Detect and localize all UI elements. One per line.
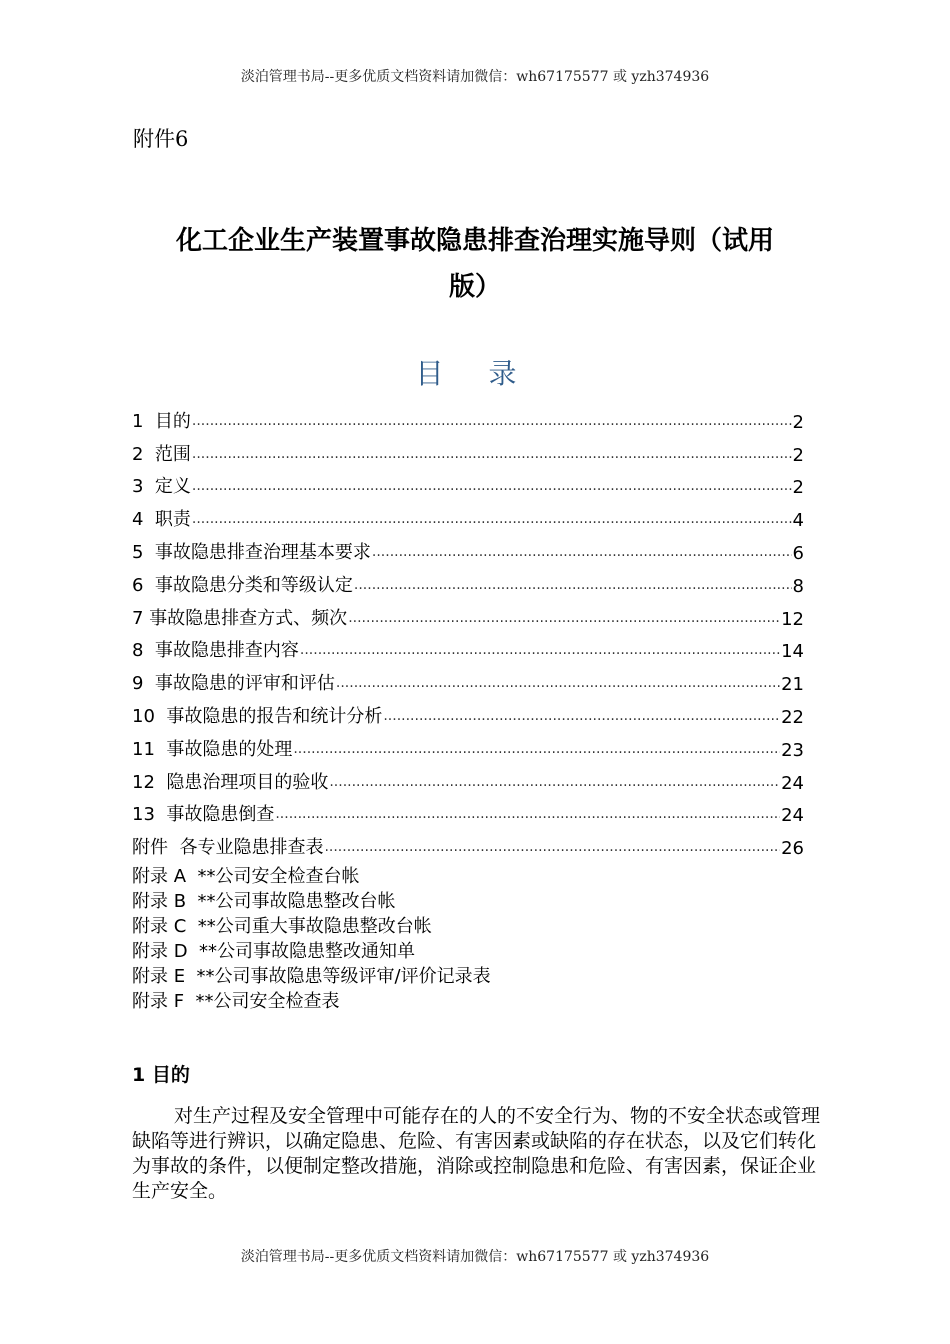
- toc-entry-page: 21: [781, 674, 804, 696]
- toc-entry-page: 8: [792, 575, 804, 597]
- appendix-item: 附录 F **公司安全检查表: [132, 991, 340, 1012]
- toc-entry-label: 10 事故隐患的报告和统计分析: [132, 705, 383, 727]
- toc-leader-dots: [192, 476, 792, 496]
- toc-entry-page: 22: [781, 706, 804, 728]
- toc-leader-dots: [192, 509, 792, 529]
- appendix-list: [132, 864, 491, 1014]
- toc-leader-dots: [300, 640, 780, 660]
- toc-entry[interactable]: [132, 498, 804, 531]
- toc-entry-label: 2 范围: [132, 443, 191, 465]
- toc-leader-dots: [324, 837, 780, 857]
- toc-entry-label: 12 隐患治理项目的验收: [132, 771, 329, 793]
- document-title: [133, 218, 817, 310]
- attachment-label: 附件6: [133, 127, 189, 151]
- toc-entry[interactable]: [132, 531, 804, 564]
- toc-entry-page: 23: [781, 739, 804, 761]
- toc-leader-dots: [293, 739, 780, 759]
- table-of-contents: [132, 400, 804, 859]
- toc-entry-label: 5 事故隐患排查治理基本要求: [132, 541, 371, 563]
- toc-entry[interactable]: [132, 794, 804, 827]
- toc-entry-label: 1 目的: [132, 410, 191, 432]
- toc-leader-dots: [354, 575, 792, 595]
- appendix-item: 附录 E **公司事故隐患等级评审/评价记录表: [132, 966, 491, 987]
- toc-entry-page: 24: [781, 805, 804, 827]
- appendix-item: 附录 B **公司事故隐患整改台帐: [132, 891, 396, 912]
- page-footer: 淡泊管理书局--更多优质文档资料请加微信：wh67175577 或 yzh374936: [240, 1249, 710, 1265]
- toc-entry-page: 6: [792, 542, 804, 564]
- toc-entry[interactable]: [132, 400, 804, 433]
- toc-entry[interactable]: [132, 728, 804, 761]
- toc-entry-label: 6 事故隐患分类和等级认定: [132, 574, 353, 596]
- toc-leader-dots: [275, 804, 780, 824]
- toc-leader-dots: [192, 444, 792, 464]
- toc-entry-page: 12: [781, 608, 804, 630]
- toc-entry-page: 2: [792, 444, 804, 466]
- toc-leader-dots: [348, 608, 780, 628]
- toc-entry[interactable]: [132, 662, 804, 695]
- toc-entry-label: 8 事故隐患排查内容: [132, 640, 299, 662]
- toc-entry[interactable]: [132, 597, 804, 630]
- toc-entry-page: 14: [781, 641, 804, 663]
- toc-entry-page: 24: [781, 772, 804, 794]
- toc-entry[interactable]: [132, 630, 804, 663]
- toc-entry-label: 3 定义: [132, 476, 191, 498]
- toc-entry-label: 13 事故隐患倒查: [132, 804, 275, 826]
- toc-leader-dots: [329, 772, 780, 792]
- section-1-body: 对生产过程及安全管理中可能存在的人的不安全行为、物的不安全状态或管理缺陷等进行辨识，以确定隐患、危险、有害因素或缺陷的存在状态，以及它们转化为事故的条件，以便制定整改措施，消除或控制隐患和危险、有害因素，保证企业生产安全。: [132, 1105, 821, 1202]
- page-header: 淡泊管理书局--更多优质文档资料请加微信：wh67175577 或 yzh374936: [240, 69, 710, 85]
- toc-entry[interactable]: [132, 761, 804, 794]
- toc-entry-label: 7 事故隐患排查方式、频次: [132, 607, 348, 629]
- toc-entry[interactable]: [132, 826, 804, 859]
- document-title-line-1: 化工企业生产装置事故隐患排查治理实施导则（试用: [175, 226, 774, 256]
- toc-entry[interactable]: [132, 695, 804, 728]
- appendix-item: 附录 D **公司事故隐患整改通知单: [132, 941, 416, 962]
- toc-leader-dots: [383, 706, 780, 726]
- toc-entry[interactable]: [132, 564, 804, 597]
- toc-entry[interactable]: [132, 433, 804, 466]
- toc-heading: 目 录: [415, 357, 535, 390]
- toc-entry-label: 9 事故隐患的评审和评估: [132, 673, 335, 695]
- section-1-title: 1 目的: [132, 1064, 190, 1086]
- toc-entry-label: 11 事故隐患的处理: [132, 738, 293, 760]
- toc-entry-page: 4: [792, 510, 804, 532]
- appendix-item: 附录 A **公司安全检查台帐: [132, 866, 360, 887]
- toc-entry[interactable]: [132, 466, 804, 499]
- toc-entry-page: 26: [781, 838, 804, 860]
- toc-entry-label: 4 职责: [132, 509, 191, 531]
- document-title-line-2: 版）: [448, 272, 501, 302]
- toc-entry-label: 附件 各专业隐患排查表: [132, 837, 324, 859]
- toc-leader-dots: [192, 411, 792, 431]
- toc-entry-page: 2: [792, 477, 804, 499]
- toc-entry-page: 2: [792, 411, 804, 433]
- toc-leader-dots: [372, 542, 792, 562]
- appendix-item: 附录 C **公司重大事故隐患整改台帐: [132, 916, 432, 937]
- toc-leader-dots: [336, 673, 780, 693]
